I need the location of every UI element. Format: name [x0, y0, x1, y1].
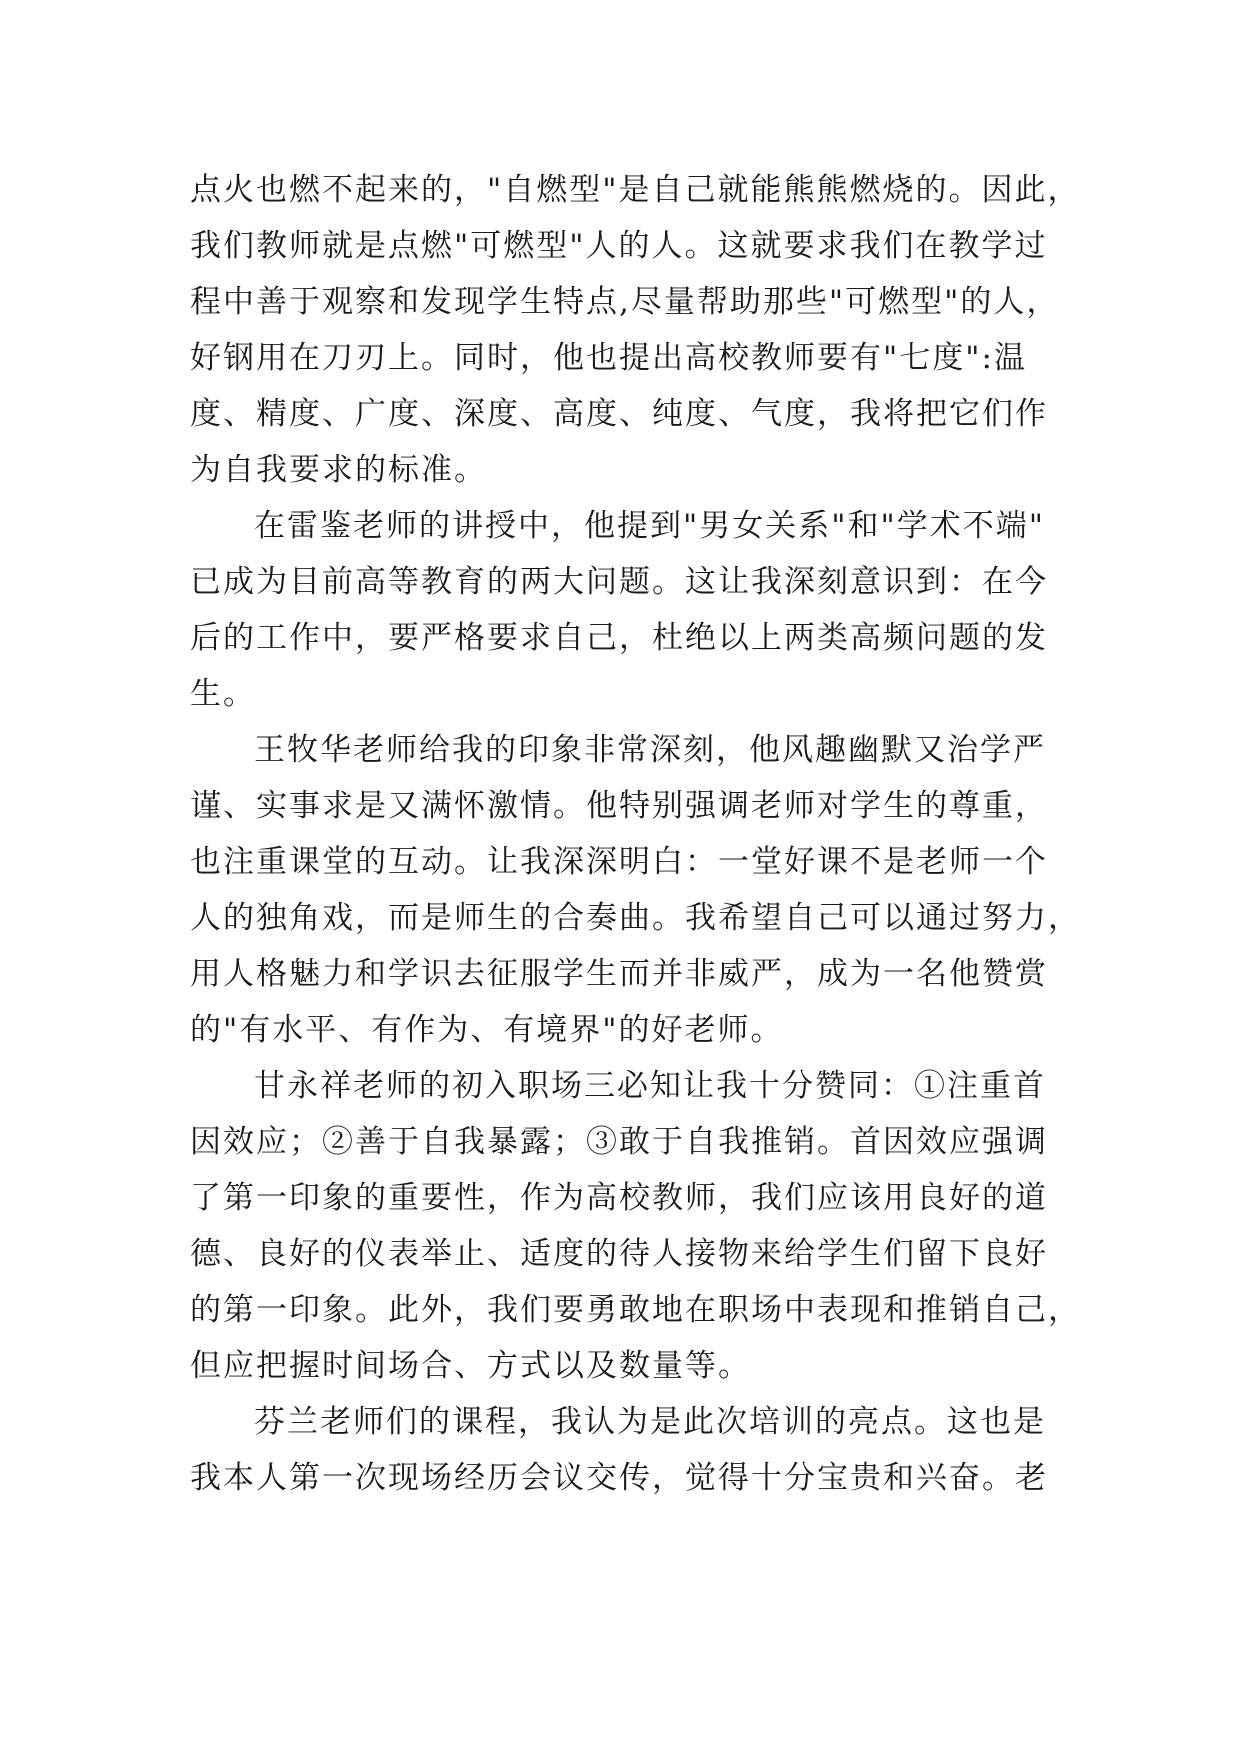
paragraph: [190, 498, 1052, 722]
text-line: 点火也燃不起来的，"自燃型"是自己就能熊熊燃烧的。因此，: [190, 172, 1081, 208]
text-line: 的"有水平、有作为、有境界"的好老师。: [190, 1012, 784, 1048]
text-line: 谨、实事求是又满怀激情。他特别强调老师对学生的尊重，: [190, 788, 1048, 824]
body-text: [190, 162, 1081, 1506]
text-line: 用人格魅力和学识去征服学生而并非威严，成为一名他赞赏: [190, 956, 1048, 992]
text-line: 的第一印象。此外，我们要勇敢地在职场中表现和推销自己，: [190, 1292, 1081, 1328]
text-line: 生。: [190, 676, 256, 712]
paragraph: [190, 162, 1081, 498]
paragraph: [190, 722, 1081, 1058]
text-line: 了第一印象的重要性，作为高校教师，我们应该用良好的道: [190, 1180, 1048, 1216]
text-line: 好钢用在刀刃上。同时，他也提出高校教师要有"七度":温: [190, 340, 1027, 376]
text-line: 王牧华老师给我的印象非常深刻，他风趣幽默又治学严: [254, 732, 1046, 768]
paragraph: [190, 1058, 1081, 1394]
text-line: 我本人第一次现场经历会议交传，觉得十分宝贵和兴奋。老: [190, 1460, 1048, 1496]
text-line: 程中善于观察和发现学生特点,尽量帮助那些"可燃型"的人，: [190, 284, 1060, 320]
text-line: 也注重课堂的互动。让我深深明白：一堂好课不是老师一个: [190, 844, 1048, 880]
text-line: 后的工作中，要严格要求自己，杜绝以上两类高频问题的发: [190, 620, 1048, 656]
text-line: 但应把握时间场合、方式以及数量等。: [190, 1348, 751, 1384]
text-line: 甘永祥老师的初入职场三必知让我十分赞同：①注重首: [254, 1068, 1046, 1104]
text-line: 为自我要求的标准。: [190, 452, 487, 488]
text-line: 人的独角戏，而是师生的合奏曲。我希望自己可以通过努力，: [190, 900, 1081, 936]
text-line: 芬兰老师们的课程，我认为是此次培训的亮点。这也是: [254, 1404, 1046, 1440]
text-line: 德、良好的仪表举止、适度的待人接物来给学生们留下良好: [190, 1236, 1048, 1272]
text-line: 因效应；②善于自我暴露；③敢于自我推销。首因效应强调: [190, 1124, 1048, 1160]
paragraph: [190, 1394, 1052, 1506]
text-line: 已成为目前高等教育的两大问题。这让我深刻意识到：在今: [190, 564, 1048, 600]
text-line: 度、精度、广度、深度、高度、纯度、气度，我将把它们作: [190, 396, 1048, 432]
text-line: 我们教师就是点燃"可燃型"人的人。这就要求我们在教学过: [190, 228, 1048, 264]
text-line: 在雷鉴老师的讲授中，他提到"男女关系"和"学术不端": [254, 508, 1046, 544]
